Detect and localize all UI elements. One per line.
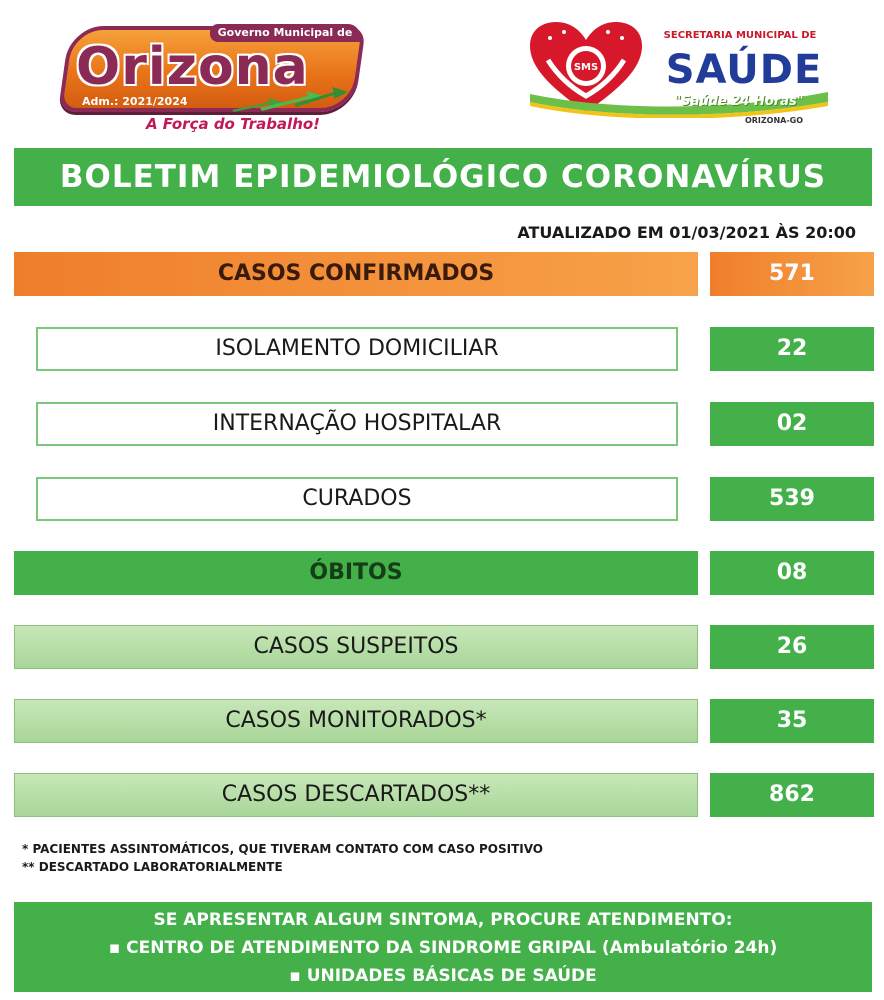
- orizona-logo: [60, 16, 370, 134]
- orizona-logo-slogan: A Força do Trabalho!: [145, 115, 321, 133]
- row-value-deaths: 08: [710, 551, 874, 595]
- heart-badge-text: SMS: [573, 62, 599, 73]
- row-value-discarded: 862: [710, 773, 874, 817]
- symptom-banner: [14, 902, 872, 992]
- row-value-recovered: 539: [710, 477, 874, 521]
- row-value-suspected: 26: [710, 625, 874, 669]
- growth-arrows-icon: [230, 86, 350, 114]
- row-label-home-isolation: ISOLAMENTO DOMICILIAR: [36, 327, 678, 371]
- saude-logo-city: ORIZONA-GO: [744, 116, 804, 125]
- row-label-discarded: CASOS DESCARTADOS**: [14, 773, 698, 817]
- banner-line-basic-units: ▪ UNIDADES BÁSICAS DE SAÚDE: [289, 966, 597, 986]
- saude-logo-word: SAÚDE: [665, 47, 823, 93]
- banner-line-intro: SE APRESENTAR ALGUM SINTOMA, PROCURE ATENDIMENTO:: [153, 910, 733, 930]
- saude-logo-tagline: "Saúde 24 Horas": [674, 94, 804, 109]
- row-label-monitored: CASOS MONITORADOS*: [14, 699, 698, 743]
- row-value-monitored: 35: [710, 699, 874, 743]
- row-value-confirmed: 571: [710, 252, 874, 296]
- row-label-deaths: ÓBITOS: [14, 551, 698, 595]
- row-label-suspected: CASOS SUSPEITOS: [14, 625, 698, 669]
- page-title: BOLETIM EPIDEMIOLÓGICO CORONAVÍRUS: [14, 148, 872, 206]
- row-label-confirmed: CASOS CONFIRMADOS: [14, 252, 698, 296]
- orizona-logo-name: Orizona: [76, 37, 309, 97]
- updated-timestamp: ATUALIZADO EM 01/03/2021 ÀS 20:00: [517, 223, 856, 242]
- banner-line-syndrome-center: ▪ CENTRO DE ATENDIMENTO DA SINDROME GRIPAL (Ambulatório 24h): [108, 938, 778, 958]
- footnote-discarded: ** DESCARTADO LABORATORIALMENTE: [22, 860, 283, 874]
- row-value-hospitalized: 02: [710, 402, 874, 446]
- orizona-logo-adm: Adm.: 2021/2024: [82, 95, 188, 108]
- saude-logo: [524, 18, 834, 130]
- row-value-home-isolation: 22: [710, 327, 874, 371]
- footnote-asymptomatic: * PACIENTES ASSINTOMÁTICOS, QUE TIVERAM CONTATO COM CASO POSITIVO: [22, 842, 544, 856]
- orizona-logo-top-text: Governo Municipal de: [210, 24, 360, 42]
- row-label-hospitalized: INTERNAÇÃO HOSPITALAR: [36, 402, 678, 446]
- saude-logo-secretaria: SECRETARIA MUNICIPAL DE: [663, 30, 817, 41]
- row-label-recovered: CURADOS: [36, 477, 678, 521]
